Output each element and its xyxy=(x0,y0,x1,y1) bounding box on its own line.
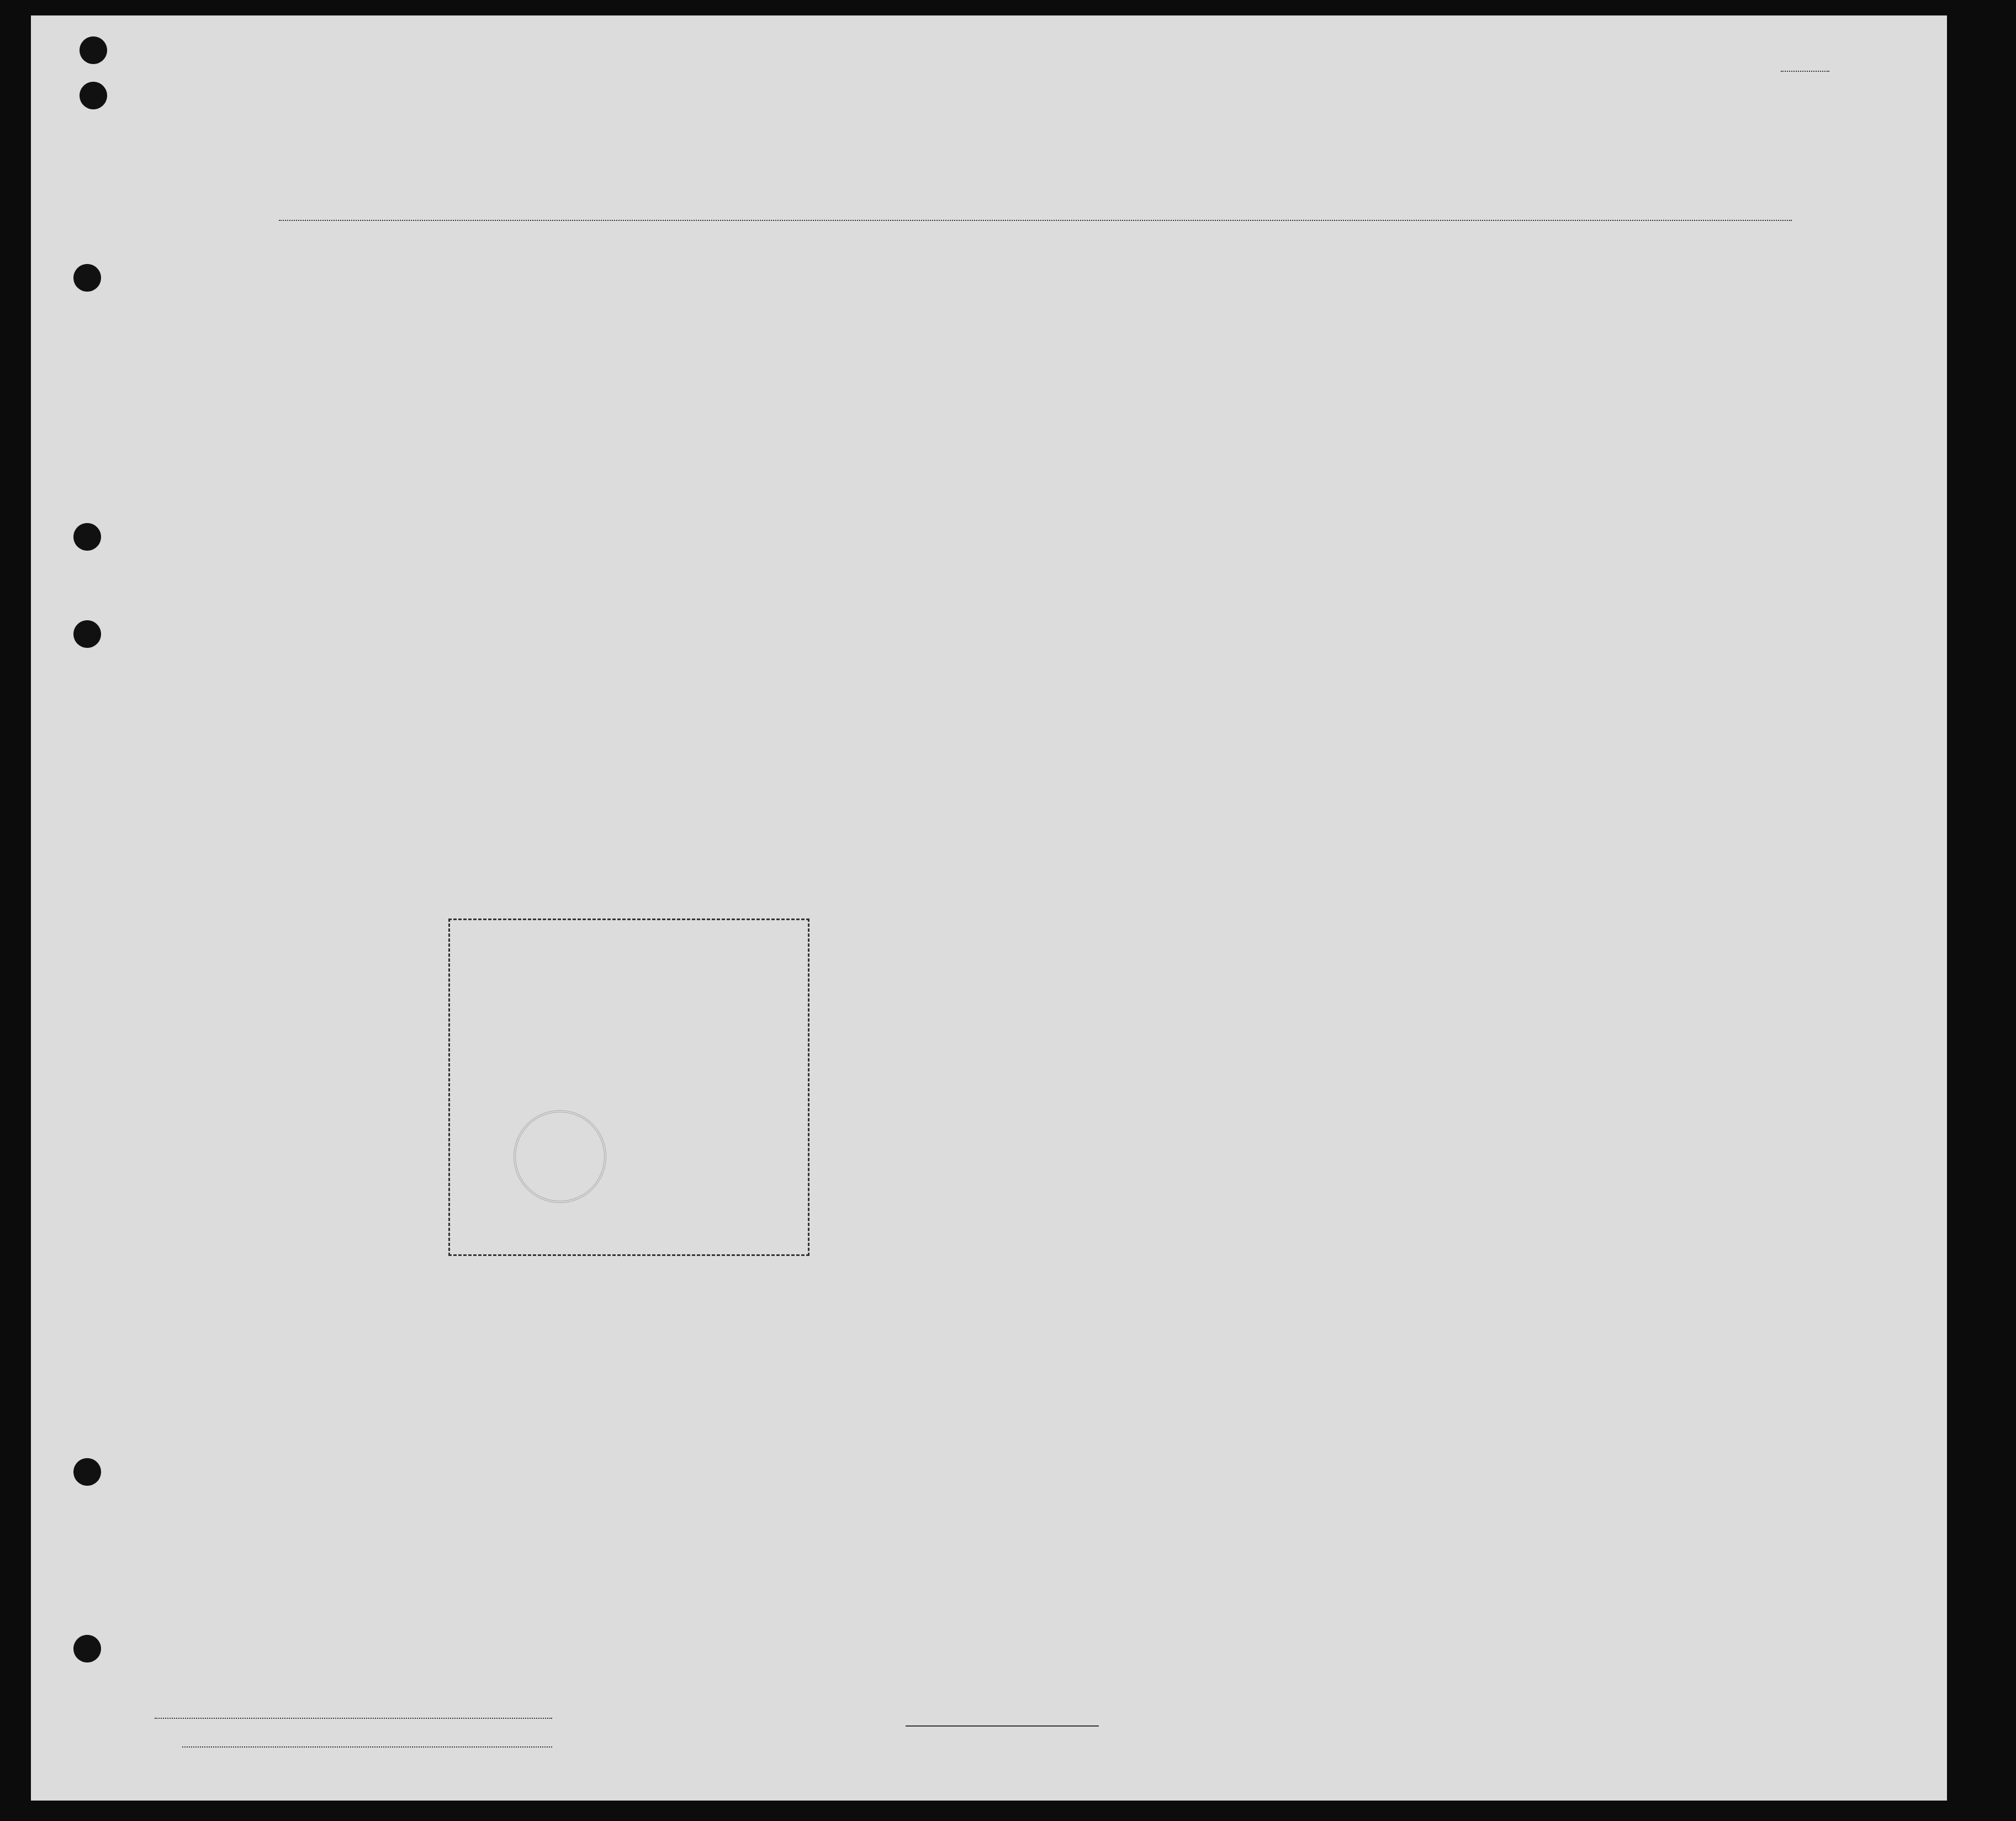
col-header-10 xyxy=(1120,240,1163,262)
consular-stamp xyxy=(448,919,809,1256)
col-header-4 xyxy=(594,240,665,248)
col-header-7 xyxy=(969,240,1030,242)
col-header-13 xyxy=(1371,240,1426,262)
col-header-11 xyxy=(1163,240,1269,262)
col-header-14 xyxy=(1426,240,1479,262)
agents-underline xyxy=(182,1746,552,1748)
owners-underline xyxy=(155,1718,552,1719)
consulate-seal xyxy=(514,1110,606,1203)
col-header-8 xyxy=(1027,240,1077,259)
col-header-6 xyxy=(798,240,966,256)
inspector-line xyxy=(906,1725,1099,1727)
col-header-1 xyxy=(113,240,146,242)
col-header-12 xyxy=(1269,240,1371,262)
col-header-3 xyxy=(218,240,605,256)
col-header-16 xyxy=(1592,240,1787,246)
col-header-17 xyxy=(1787,240,1922,247)
col-header-5 xyxy=(668,240,795,257)
col-header-15 xyxy=(1479,240,1592,248)
col-header-9 xyxy=(1078,240,1120,262)
